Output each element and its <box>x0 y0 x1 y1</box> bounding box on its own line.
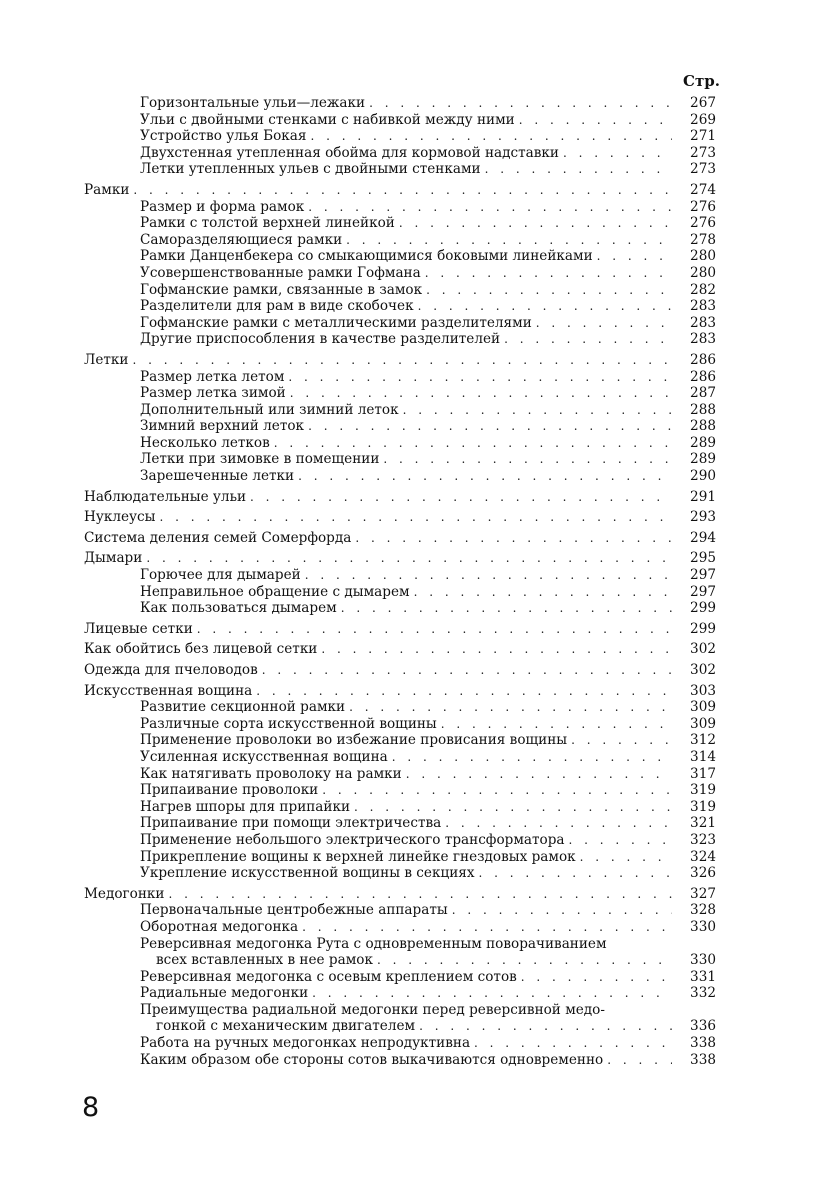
leader-dots <box>305 567 672 584</box>
leader-dots <box>274 435 672 452</box>
toc-page-number: 283 <box>690 331 716 348</box>
toc-entry-title: Саморазделяющиеся рамки <box>140 231 343 248</box>
toc-entry-title: Рамки <box>84 181 130 198</box>
leader-dots <box>146 550 672 567</box>
toc-entry-title: Прикрепление вощины к верхней линейке гнездовых рамок <box>140 848 576 865</box>
toc-page-number: 276 <box>690 215 716 232</box>
toc-entry-title: Оборотная медогонка <box>140 918 299 935</box>
toc-entry <box>84 782 716 799</box>
toc-page-number: 331 <box>690 968 716 985</box>
toc-entry-title: Различные сорта искусственной вощины <box>140 715 437 732</box>
toc-page-number: 291 <box>690 488 716 505</box>
leader-dots <box>519 112 672 129</box>
toc-entry <box>84 451 716 468</box>
toc-entry-title: Каким образом обе стороны сотов выкачиваются одновременно <box>140 1051 604 1068</box>
leader-dots <box>341 600 672 617</box>
toc-page-number: 309 <box>690 699 716 716</box>
table-of-contents <box>84 95 716 1068</box>
leader-dots <box>262 662 672 679</box>
toc-page-number: 294 <box>690 529 716 546</box>
toc-entry-title: Горючее для дымарей <box>140 567 301 584</box>
leader-dots <box>321 641 672 658</box>
leader-dots <box>310 128 672 145</box>
toc-page-number: 319 <box>690 782 716 799</box>
toc-entry-title: Другие приспособления в качестве разделителей <box>140 331 501 348</box>
leader-dots <box>159 509 672 526</box>
leader-dots <box>445 815 672 832</box>
toc-entry-title: Зимний верхний леток <box>140 418 305 435</box>
toc-entry-line <box>84 936 716 953</box>
toc-entry <box>84 1035 716 1052</box>
toc-entry <box>84 732 716 749</box>
page-number: 8 <box>82 1092 100 1123</box>
toc-entry <box>84 902 716 919</box>
toc-entry-title: Ульи с двойными стенками с набивкой между ними <box>140 111 515 128</box>
toc-entry <box>84 716 716 733</box>
toc-section <box>84 182 716 199</box>
toc-entry <box>84 849 716 866</box>
leader-dots <box>369 95 672 112</box>
toc-entry-title: Летки утепленных ульев с двойными стенками <box>140 161 481 178</box>
toc-entry <box>84 199 716 216</box>
toc-entry <box>84 418 716 435</box>
toc-entry-title: Несколько летков <box>140 434 270 451</box>
toc-section <box>84 530 716 547</box>
toc-entry <box>84 331 716 348</box>
toc-page-number: 282 <box>690 281 716 298</box>
leader-dots <box>419 1018 672 1035</box>
toc-page-number: 338 <box>690 1035 716 1052</box>
leader-dots <box>133 182 672 199</box>
toc-page-number: 280 <box>690 248 716 265</box>
toc-entry-title: Рамки Данценбекера со смыкающимися боковыми линейками <box>140 248 593 265</box>
toc-entry-title: Дополнительный или зимний леток <box>140 401 399 418</box>
toc-page-number: 276 <box>690 198 716 215</box>
toc-page-number: 326 <box>690 865 716 882</box>
toc-entry-title: Летки при зимовке в помещении <box>140 451 380 468</box>
leader-dots <box>288 369 672 386</box>
leader-dots <box>132 352 672 369</box>
leader-dots <box>536 315 672 332</box>
toc-section <box>84 683 716 700</box>
toc-page-number: 283 <box>690 314 716 331</box>
leader-dots <box>403 402 672 419</box>
toc-entry-title: Лицевые сетки <box>84 620 193 637</box>
toc-entry <box>84 402 716 419</box>
toc-entry <box>84 468 716 485</box>
toc-page-number: 280 <box>690 264 716 281</box>
toc-page-number: 283 <box>690 298 716 315</box>
toc-entry <box>84 1018 716 1035</box>
leader-dots <box>302 919 672 936</box>
toc-entry-title: Летки <box>84 351 129 368</box>
toc-entry <box>84 369 716 386</box>
toc-page-number: 273 <box>690 161 716 178</box>
toc-entry <box>84 385 716 402</box>
toc-page-number: 332 <box>690 985 716 1002</box>
leader-dots <box>322 782 672 799</box>
leader-dots <box>399 215 672 232</box>
toc-entry-title: Преимущества радиальной медогонки перед реверсивной медо- <box>140 1001 605 1018</box>
leader-dots <box>312 985 672 1002</box>
toc-entry-title: Наблюдательные ульи <box>84 488 247 505</box>
leader-dots <box>571 732 672 749</box>
toc-page-number: 286 <box>690 351 716 368</box>
toc-entry <box>84 766 716 783</box>
page-column-label: Стр. <box>683 72 720 90</box>
toc-entry-title: Горизонтальные ульи—лежаки <box>140 95 366 111</box>
toc-entry-title: Радиальные медогонки <box>140 985 309 1002</box>
toc-entry <box>84 919 716 936</box>
toc-page-number: 327 <box>690 885 716 902</box>
leader-dots <box>597 248 672 265</box>
leader-dots <box>452 902 672 919</box>
toc-entry-title: Нуклеусы <box>84 509 156 526</box>
leader-dots <box>383 451 672 468</box>
toc-page-number: 278 <box>690 231 716 248</box>
leader-dots <box>256 683 672 700</box>
toc-page-number: 328 <box>690 902 716 919</box>
toc-page-number: 309 <box>690 715 716 732</box>
toc-page-number: 271 <box>690 128 716 145</box>
toc-entry-title: Развитие секционной рамки <box>140 699 346 716</box>
toc-entry-title: Медогонки <box>84 885 165 902</box>
toc-entry-title: Искусственная вощина <box>84 682 253 699</box>
toc-page-number: 302 <box>690 662 716 678</box>
toc-entry-title: Припаивание проволоки <box>140 782 319 799</box>
toc-entry <box>84 112 716 129</box>
toc-page-number: 267 <box>690 95 716 111</box>
toc-entry <box>84 865 716 882</box>
toc-entry-title-continuation: гонкой с механическим двигателем <box>156 1018 416 1035</box>
leader-dots <box>479 865 672 882</box>
toc-entry-title: Первоначальные центробежные аппараты <box>140 902 448 919</box>
toc-section <box>84 621 716 638</box>
toc-page-number: 317 <box>690 765 716 782</box>
toc-page-number: 269 <box>690 111 716 128</box>
toc-entry-title: Припаивание при помощи электричества <box>140 815 442 832</box>
toc-entry <box>84 161 716 178</box>
leader-dots <box>355 530 672 547</box>
toc-page-number: 336 <box>690 1018 716 1035</box>
toc-entry-title: Рамки с толстой верхней линейкой <box>140 215 395 232</box>
toc-entry <box>84 969 716 986</box>
leader-dots <box>250 489 672 506</box>
leader-dots <box>168 886 672 903</box>
leader-dots <box>426 282 672 299</box>
toc-entry <box>84 145 716 162</box>
toc-entry-title: Одежда для пчеловодов <box>84 662 258 678</box>
toc-section <box>84 489 716 506</box>
toc-entry-title: Применение небольшого электрического трансформатора <box>140 831 565 848</box>
leader-dots <box>563 145 672 162</box>
toc-entry-title: Как натягивать проволоку на рамки <box>140 765 402 782</box>
toc-entry <box>84 832 716 849</box>
toc-entry-title: Система деления семей Сомерфорда <box>84 529 352 546</box>
leader-dots <box>308 418 672 435</box>
toc-entry-title: Зарешеченные летки <box>140 468 295 485</box>
toc-entry <box>84 600 716 617</box>
toc-page-number: 297 <box>690 583 716 600</box>
toc-page-number: 314 <box>690 748 716 765</box>
toc-entry <box>84 282 716 299</box>
toc-section <box>84 352 716 369</box>
toc-page-number: 324 <box>690 848 716 865</box>
toc-entry <box>84 215 716 232</box>
toc-page-number: 330 <box>690 918 716 935</box>
toc-entry <box>84 567 716 584</box>
toc-page-number: 273 <box>690 144 716 161</box>
toc-entry <box>84 315 716 332</box>
toc-entry-title: Реверсивная медогонка с осевым креплением сотов <box>140 968 517 985</box>
leader-dots <box>441 716 672 733</box>
toc-entry <box>84 952 716 969</box>
leader-dots <box>425 265 672 282</box>
leader-dots <box>569 832 672 849</box>
toc-entry-title: Дымари <box>84 550 143 567</box>
toc-section <box>84 662 716 679</box>
leader-dots <box>580 849 672 866</box>
toc-entry <box>84 265 716 282</box>
toc-entry <box>84 232 716 249</box>
toc-entry-title: Гофманские рамки, связанные в замок <box>140 281 423 298</box>
toc-entry <box>84 248 716 265</box>
toc-entry-title: Как обойтись без лицевой сетки <box>84 641 318 658</box>
toc-page-number: 288 <box>690 418 716 435</box>
toc-section <box>84 641 716 658</box>
toc-entry <box>84 749 716 766</box>
toc-section <box>84 550 716 567</box>
leader-dots <box>414 584 672 601</box>
toc-page-number: 319 <box>690 798 716 815</box>
toc-page-number: 274 <box>690 181 716 198</box>
leader-dots <box>406 766 672 783</box>
toc-entry-title: Усиленная искусственная вощина <box>140 748 388 765</box>
toc-entry-title: Работа на ручных медогонках непродуктивна <box>140 1035 471 1052</box>
toc-entry-title: Устройство улья Бокая <box>140 128 307 145</box>
leader-dots <box>377 952 672 969</box>
toc-page-number: 287 <box>690 385 716 402</box>
leader-dots <box>521 969 672 986</box>
leader-dots <box>485 161 672 178</box>
leader-dots <box>349 699 672 716</box>
leader-dots <box>298 468 672 485</box>
toc-entry <box>84 435 716 452</box>
toc-page-number: 302 <box>690 641 716 658</box>
toc-section <box>84 509 716 526</box>
toc-entry-title: Реверсивная медогонка Рута с одновременным поворачиванием <box>140 935 607 952</box>
toc-entry <box>84 985 716 1002</box>
toc-entry-title: Укрепление искусственной вощины в секциях <box>140 865 475 882</box>
toc-entry-title: Двухстенная утепленная обойма для кормовой надставки <box>140 144 559 161</box>
toc-page-number: 289 <box>690 434 716 451</box>
toc-entry-title: Размер летка зимой <box>140 385 286 402</box>
toc-entry <box>84 95 716 112</box>
leader-dots <box>392 749 672 766</box>
leader-dots <box>346 232 672 249</box>
toc-entry-title: Применение проволоки во избежание провисания вощины <box>140 732 568 749</box>
toc-entry <box>84 799 716 816</box>
toc-entry-title: Усовершенствованные рамки Гофмана <box>140 264 421 281</box>
toc-page-number: 312 <box>690 732 716 749</box>
leader-dots <box>504 331 672 348</box>
toc-entry-title-continuation: всех вставленных в нее рамок <box>156 952 373 969</box>
toc-page-number: 303 <box>690 682 716 699</box>
toc-entry-title: Как пользоваться дымарем <box>140 600 337 617</box>
toc-page-number: 321 <box>690 815 716 832</box>
toc-section <box>84 886 716 903</box>
leader-dots <box>418 298 672 315</box>
toc-page-number: 330 <box>690 952 716 969</box>
toc-entry-title: Неправильное обращение с дымарем <box>140 583 410 600</box>
toc-page-number: 295 <box>690 550 716 567</box>
toc-entry <box>84 584 716 601</box>
toc-page-number: 338 <box>690 1051 716 1068</box>
leader-dots <box>354 799 672 816</box>
toc-entry <box>84 298 716 315</box>
toc-entry <box>84 815 716 832</box>
leader-dots <box>474 1035 672 1052</box>
toc-entry-title: Нагрев шпоры для припайки <box>140 798 351 815</box>
toc-entry <box>84 128 716 145</box>
leader-dots <box>197 621 672 638</box>
toc-entry-title: Гофманские рамки с металлическими разделителями <box>140 314 532 331</box>
toc-page-number: 297 <box>690 567 716 584</box>
toc-entry-title: Размер и форма рамок <box>140 198 305 215</box>
toc-page-number: 299 <box>690 620 716 637</box>
leader-dots <box>607 1052 672 1069</box>
toc-entry-line <box>84 1002 716 1019</box>
toc-entry <box>84 699 716 716</box>
toc-page-number: 290 <box>690 468 716 485</box>
toc-entry-title: Размер летка летом <box>140 368 285 385</box>
toc-page-number: 288 <box>690 401 716 418</box>
leader-dots <box>290 385 672 402</box>
toc-page-number: 299 <box>690 600 716 617</box>
toc-page-number: 323 <box>690 831 716 848</box>
leader-dots <box>308 199 672 216</box>
toc-page-number: 289 <box>690 451 716 468</box>
toc-entry <box>84 1052 716 1069</box>
toc-page-number: 293 <box>690 509 716 526</box>
toc-entry-title: Разделители для рам в виде скобочек <box>140 298 414 315</box>
toc-page-number: 286 <box>690 368 716 385</box>
